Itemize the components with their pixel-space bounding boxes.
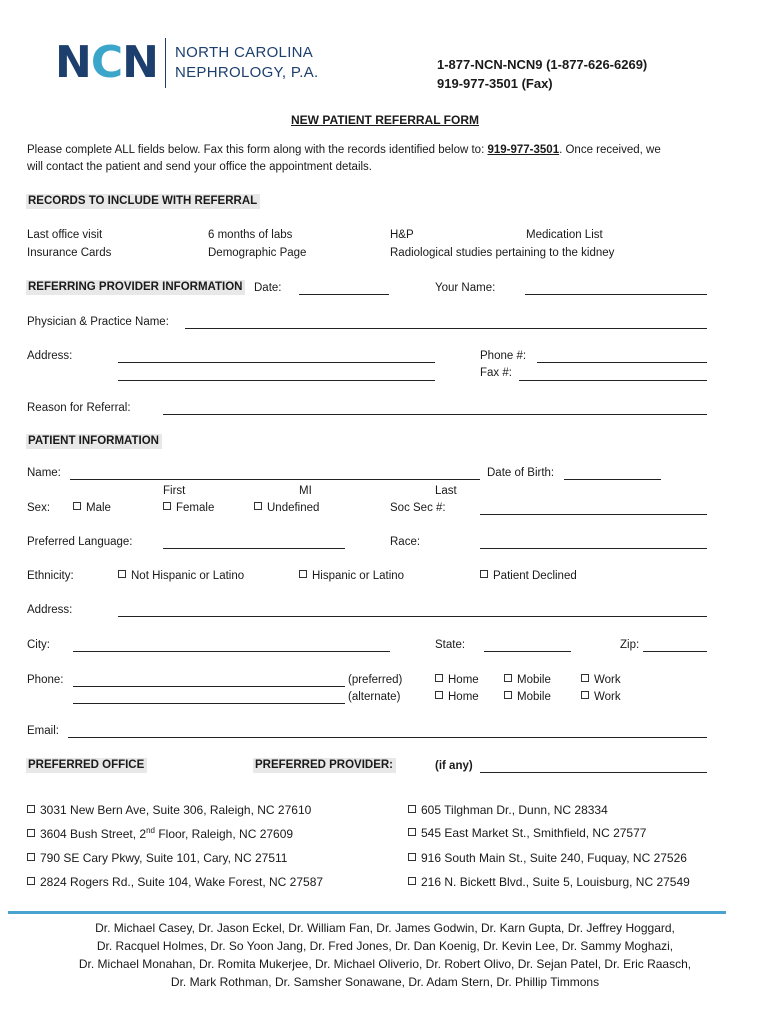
- state-field[interactable]: [484, 651, 571, 652]
- email-label: Email:: [27, 725, 59, 737]
- phone-alternate-field[interactable]: [73, 703, 345, 704]
- if-any-label: (if any): [435, 760, 473, 772]
- checkbox-icon: [254, 502, 262, 510]
- patient-address-field[interactable]: [118, 616, 707, 617]
- provider-fax-field[interactable]: [519, 380, 707, 381]
- dob-field[interactable]: [564, 479, 661, 480]
- logo-letters: [55, 37, 158, 88]
- record-item: 6 months of labs: [208, 229, 293, 241]
- checkbox-label: Home: [448, 674, 479, 686]
- checkbox-label: Home: [448, 691, 479, 703]
- header-phone: 1-877-NCN-NCN9 (1-877-626-6269): [437, 57, 648, 72]
- form-title: NEW PATIENT REFERRAL FORM: [291, 113, 479, 127]
- office-option[interactable]: [27, 851, 287, 865]
- record-item: Medication List: [526, 229, 603, 241]
- phone-preferred-caption: (preferred): [348, 674, 403, 686]
- ssn-field[interactable]: [480, 514, 707, 515]
- records-heading: RECORDS TO INCLUDE WITH REFERRAL: [26, 194, 260, 209]
- checkbox-icon: [581, 674, 589, 682]
- checkbox-icon: [73, 502, 81, 510]
- logo-text-1: NORTH CAROLINA: [175, 44, 314, 61]
- ethnicity-hispanic-checkbox[interactable]: [299, 570, 404, 582]
- zip-field[interactable]: [643, 651, 707, 652]
- language-field[interactable]: [163, 548, 345, 549]
- checkbox-icon: [163, 502, 171, 510]
- checkbox-icon: [480, 570, 488, 578]
- footer-line: Dr. Michael Casey, Dr. Jason Eckel, Dr. William Fan, Dr. James Godwin, Dr. Karn Gupta, Dr. Jeffrey Hoggard,: [95, 921, 675, 935]
- city-field[interactable]: [73, 651, 390, 652]
- office-label: 2824 Rogers Rd., Suite 104, Wake Forest, NC 27587: [40, 875, 324, 889]
- checkbox-label: Undefined: [267, 502, 320, 514]
- reason-label: Reason for Referral:: [27, 402, 131, 414]
- logo-text-2: NEPHROLOGY, P.A.: [175, 64, 319, 81]
- checkbox-icon: [299, 570, 307, 578]
- patient-name-label: Name:: [27, 467, 61, 479]
- referring-heading: REFERRING PROVIDER INFORMATION: [26, 280, 245, 295]
- alternate-work-checkbox[interactable]: [581, 691, 621, 703]
- office-option[interactable]: [408, 875, 690, 889]
- checkbox-icon: [408, 828, 416, 836]
- intro-text-1: Please complete ALL fields below. Fax this form along with the records identified below to:: [27, 144, 488, 156]
- preferred-home-checkbox[interactable]: [435, 674, 479, 686]
- office-label: 3604 Bush Street, 2: [40, 827, 147, 841]
- record-item: Demographic Page: [208, 247, 307, 259]
- your-name-label: Your Name:: [435, 282, 496, 294]
- referral-date-field[interactable]: [299, 294, 389, 295]
- physician-practice-label: Physician & Practice Name:: [27, 316, 169, 328]
- logo-letter: N: [122, 37, 158, 88]
- race-field[interactable]: [480, 548, 707, 549]
- alternate-mobile-checkbox[interactable]: [504, 691, 551, 703]
- intro-text-line2: will contact the patient and send your office the appointment details.: [27, 161, 373, 173]
- office-label: 3031 New Bern Ave, Suite 306, Raleigh, NC 27610: [40, 803, 312, 817]
- referral-date-label: Date:: [254, 282, 282, 294]
- intro-text: [27, 144, 661, 156]
- footer-rule: [8, 911, 726, 914]
- checkbox-label: Work: [594, 674, 621, 686]
- office-option[interactable]: [408, 826, 646, 840]
- race-label: Race:: [390, 536, 421, 548]
- record-item: Last office visit: [27, 229, 103, 241]
- preferred-mobile-checkbox[interactable]: [504, 674, 551, 686]
- footer-physicians: [0, 919, 770, 991]
- patient-phone-label: Phone:: [27, 674, 64, 686]
- alternate-home-checkbox[interactable]: [435, 691, 479, 703]
- record-item: H&P: [390, 229, 414, 241]
- checkbox-icon: [408, 853, 416, 861]
- checkbox-icon: [408, 877, 416, 885]
- office-label: 216 N. Bickett Blvd., Suite 5, Louisburg, NC 27549: [421, 875, 690, 889]
- preferred-provider-heading: PREFERRED PROVIDER:: [253, 758, 396, 773]
- dob-label: Date of Birth:: [487, 467, 555, 479]
- checkbox-icon: [504, 674, 512, 682]
- footer-line: Dr. Michael Monahan, Dr. Romita Mukerjee, Dr. Michael Oliverio, Dr. Robert Olivo, Dr. Sejan Patel, Dr. Eric Raasch,: [78, 957, 692, 971]
- intro-fax: 919-977-3501: [487, 144, 560, 156]
- checkbox-icon: [27, 853, 35, 861]
- checkbox-icon: [408, 805, 416, 813]
- provider-fax-label: Fax #:: [480, 367, 512, 379]
- office-option[interactable]: [27, 875, 323, 889]
- logo-letter: C: [90, 37, 123, 88]
- office-label: 916 South Main St., Suite 240, Fuquay, NC 27526: [421, 851, 687, 865]
- logo-letter: N: [55, 37, 91, 88]
- office-label-rest: Floor, Raleigh, NC 27609: [154, 827, 294, 841]
- ethnicity-not-hispanic-checkbox[interactable]: [118, 570, 244, 582]
- provider-address-field-2[interactable]: [118, 380, 435, 381]
- reason-field[interactable]: [163, 414, 707, 415]
- checkbox-label: Not Hispanic or Latino: [131, 570, 245, 582]
- checkbox-icon: [435, 674, 443, 682]
- checkbox-icon: [118, 570, 126, 578]
- ethnicity-label: Ethnicity:: [27, 570, 74, 582]
- provider-phone-label: Phone #:: [480, 350, 527, 362]
- record-item: Insurance Cards: [27, 247, 112, 259]
- logo-mark: [55, 36, 158, 90]
- preferred-work-checkbox[interactable]: [581, 674, 621, 686]
- provider-address-label: Address:: [27, 350, 73, 362]
- ssn-label: Soc Sec #:: [390, 502, 446, 514]
- first-caption: First: [163, 485, 186, 497]
- header-fax: 919-977-3501 (Fax): [437, 76, 553, 91]
- checkbox-icon: [27, 877, 35, 885]
- your-name-field[interactable]: [525, 294, 707, 295]
- office-label: 605 Tilghman Dr., Dunn, NC 28334: [421, 803, 608, 817]
- record-item: Radiological studies pertaining to the kidney: [390, 247, 615, 259]
- sex-female-checkbox[interactable]: [163, 502, 214, 514]
- checkbox-label: Mobile: [517, 674, 551, 686]
- sex-undefined-checkbox[interactable]: [254, 502, 319, 514]
- preferred-provider-field[interactable]: [480, 772, 707, 773]
- office-option[interactable]: [27, 803, 311, 817]
- checkbox-label: Male: [86, 502, 111, 514]
- preferred-office-heading: PREFERRED OFFICE: [26, 758, 147, 773]
- state-label: State:: [435, 639, 466, 651]
- intro-text-2: . Once received, we: [559, 144, 661, 156]
- ethnicity-declined-checkbox[interactable]: [480, 570, 577, 582]
- patient-heading: PATIENT INFORMATION: [26, 434, 162, 449]
- office-option[interactable]: [408, 851, 687, 865]
- email-field[interactable]: [68, 737, 707, 738]
- footer-line: Dr. Racquel Holmes, Dr. So Yoon Jang, Dr. Fred Jones, Dr. Dan Koenig, Dr. Kevin Lee, Dr. Sammy Moghazi,: [96, 939, 674, 953]
- checkbox-icon: [27, 829, 35, 837]
- checkbox-icon: [435, 691, 443, 699]
- zip-label: Zip:: [620, 639, 640, 651]
- city-label: City:: [27, 639, 50, 651]
- checkbox-icon: [581, 691, 589, 699]
- patient-address-label: Address:: [27, 604, 73, 616]
- phone-alternate-caption: (alternate): [348, 691, 401, 703]
- phone-preferred-field[interactable]: [73, 686, 345, 687]
- checkbox-label: Female: [176, 502, 215, 514]
- logo: [55, 36, 319, 90]
- checkbox-icon: [504, 691, 512, 699]
- office-label-sup: nd: [146, 826, 155, 835]
- patient-name-field[interactable]: [70, 479, 480, 480]
- checkbox-label: Work: [594, 691, 621, 703]
- footer-line: Dr. Mark Rothman, Dr. Samsher Sonawane, Dr. Adam Stern, Dr. Phillip Timmons: [170, 975, 600, 989]
- office-option[interactable]: [408, 803, 608, 817]
- logo-divider: [165, 38, 166, 88]
- sex-label: Sex:: [27, 502, 51, 514]
- sex-male-checkbox[interactable]: [73, 502, 111, 514]
- checkbox-icon: [27, 805, 35, 813]
- checkbox-label: Patient Declined: [493, 570, 577, 582]
- mi-caption: MI: [299, 485, 312, 497]
- provider-phone-field[interactable]: [537, 362, 707, 363]
- language-label: Preferred Language:: [27, 536, 133, 548]
- last-caption: Last: [435, 485, 457, 497]
- checkbox-label: Mobile: [517, 691, 551, 703]
- provider-address-field-1[interactable]: [118, 362, 435, 363]
- physician-practice-field[interactable]: [185, 328, 707, 329]
- checkbox-label: Hispanic or Latino: [312, 570, 405, 582]
- office-label: 545 East Market St., Smithfield, NC 27577: [421, 826, 647, 840]
- office-option[interactable]: [27, 826, 293, 841]
- office-label: 790 SE Cary Pkwy, Suite 101, Cary, NC 27511: [40, 851, 288, 865]
